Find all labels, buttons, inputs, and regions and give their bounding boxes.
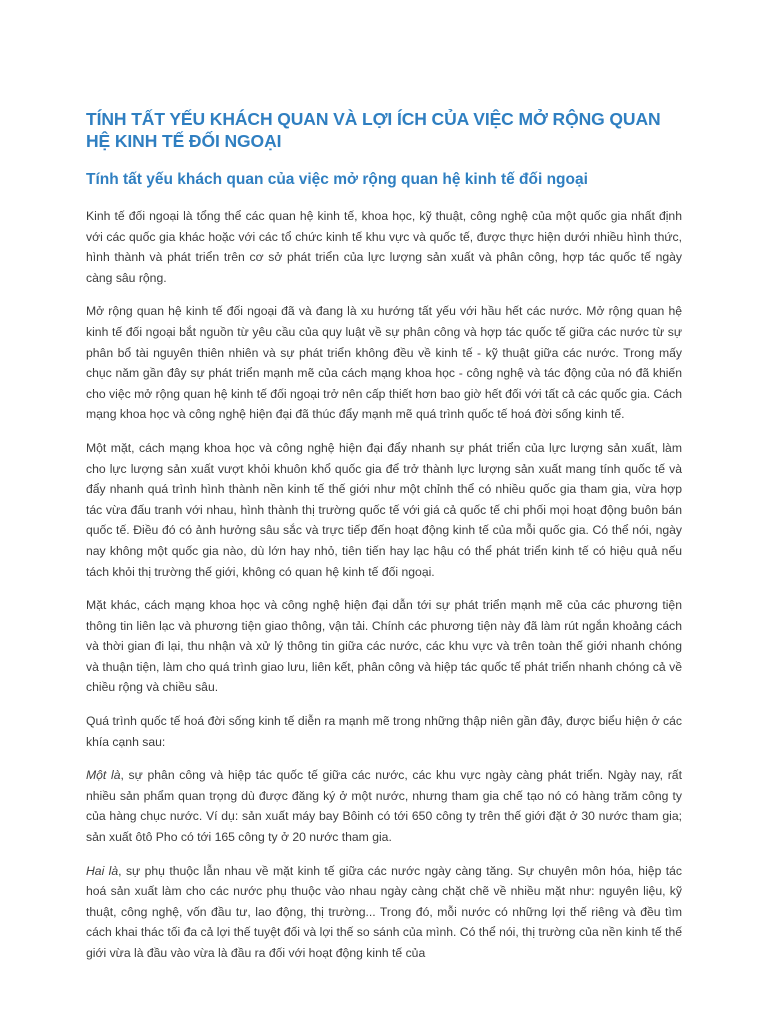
paragraph-lead: Một là: [86, 768, 121, 783]
section-heading: Tính tất yếu khách quan của việc mở rộng quan hệ kinh tế đối ngoại: [86, 171, 588, 188]
paragraph-text: Mở rộng quan hệ kinh tế đối ngoại đã và đang là xu hướng tất yếu với hầu hết các nước. Mở rộng quan hệ kinh tế đối ngoại bắt nguồn từ yêu cầu của quy luật về sự phân công và hợp tác quốc tế giữa các nước từ sự phân bổ tài nguyên thiên nhiên và sự phát triển không đều về kinh tế - kỹ thuật giữa các nước. Trong mấy chục năm gần đây sự phát triển mạnh mẽ của cách mạng khoa học - công nghệ và tác động của nó đã khiến cho việc mở rộng quan hệ kinh tế đối ngoại trở nên cấp thiết hơn bao giờ hết đối với tất cả các quốc gia. Cách mạng khoa học và công nghệ hiện đại đã thúc đẩy mạnh mẽ quá trình quốc tế hoá đời sống kinh tế.: [86, 304, 682, 422]
paragraph-5: [86, 711, 682, 752]
paragraph-6: [86, 765, 682, 847]
paragraph-text: Một mặt, cách mạng khoa học và công nghệ hiện đại đẩy nhanh sự phát triển của lực lượng sản xuất, làm cho lực lượng sản xuất vượt khỏi khuôn khổ quốc gia để trở thành lực lượng sản xuất mang tính quốc tế và đẩy nhanh quá trình hình thành nền kinh tế thế giới như một chỉnh thể có nhiều quốc gia tham gia, vừa hợp tác vừa đấu tranh với nhau, hình thành thị trường quốc tế với giá cả quốc tế chi phối mọi hoạt động buôn bán quốc tế. Điều đó có ảnh hưởng sâu sắc và trực tiếp đến hoạt động kinh tế của mỗi quốc gia. Có thể nói, ngày nay không một quốc gia nào, dù lớn hay nhỏ, tiên tiến hay lạc hậu có thể phát triển kinh tế có hiệu quả nếu tách khỏi thị trường thế giới, không có quan hệ kinh tế đối ngoại.: [86, 440, 682, 579]
paragraph-text: Mặt khác, cách mạng khoa học và công nghệ hiện đại dẫn tới sự phát triển mạnh mẽ của các phương tiện thông tin liên lạc và phương tiện giao thông, vận tải. Chính các phương tiện này đã làm rút ngắn khoảng cách và thời gian đi lại, thu nhận và xử lý thông tin giữa các nước, các khu vực và trên toàn thế giới nhanh chóng và thuận tiện, làm cho quá trình giao lưu, liên kết, phân công và hiệp tác quốc tế phát triển nhanh chóng cả về chiều rộng và chiều sâu.: [86, 598, 682, 695]
paragraph-2: [86, 301, 682, 425]
paragraph-1: [86, 206, 682, 288]
paragraph-4: [86, 595, 682, 698]
paragraph-7: [86, 861, 682, 964]
paragraph-text: , sự phụ thuộc lẫn nhau về mặt kinh tế giữa các nước ngày càng tăng. Sự chuyên môn hóa, hiệp tác hoá sản xuất làm cho các nước phụ thuộc vào nhau ngày càng chặt chẽ về nhiều mặt như: nguyên liệu, kỹ thuật, công nghệ, vốn đầu tư, lao động, thị trường... Trong đó, mỗi nước có những lợi thế riêng và đều tìm cách khai thác tối đa cả lợi thế tuyệt đối và lợi thế so sánh của mình. Có thể nói, thị trường của nền kinh tế thế giới vừa là đầu vào vừa là đầu ra đối với hoạt động kinh tế của: [86, 863, 682, 960]
document-title: TÍNH TẤT YẾU KHÁCH QUAN VÀ LỢI ÍCH CỦA VIỆC MỞ RỘNG QUAN HỆ KINH TẾ ĐỐI NGOẠI: [86, 109, 661, 151]
paragraph-text: Kinh tế đối ngoại là tổng thể các quan hệ kinh tế, khoa học, kỹ thuật, công nghệ của một quốc gia nhất định với các quốc gia khác hoặc với các tổ chức kinh tế khu vực và quốc tế, được thực hiện dưới nhiều hình thức, hình thành và phát triển trên cơ sở phát triển của lực lượng sản xuất và phân công, hợp tác quốc tế ngày càng sâu rộng.: [86, 209, 682, 285]
document-page: [86, 108, 682, 977]
paragraph-text: , sự phân công và hiệp tác quốc tế giữa các nước, các khu vực ngày càng phát triển. Ngày nay, rất nhiều sản phẩm quan trọng dù được đăng ký ở một nước, nhưng tham gia chế tạo nó có hàng trăm công ty của hàng chục nước. Ví dụ: sản xuất máy bay Bôinh có tới 650 công ty trên thế giới đặt ở 30 nước tham gia; sản xuất ôtô Pho có tới 165 công ty ở 20 nước tham gia.: [86, 768, 682, 845]
paragraph-3: [86, 438, 682, 582]
paragraph-lead: Hai là: [86, 863, 119, 878]
paragraph-text: Quá trình quốc tế hoá đời sống kinh tế diễn ra mạnh mẽ trong những thập niên gần đây, được biểu hiện ở các khía cạnh sau:: [86, 714, 682, 749]
